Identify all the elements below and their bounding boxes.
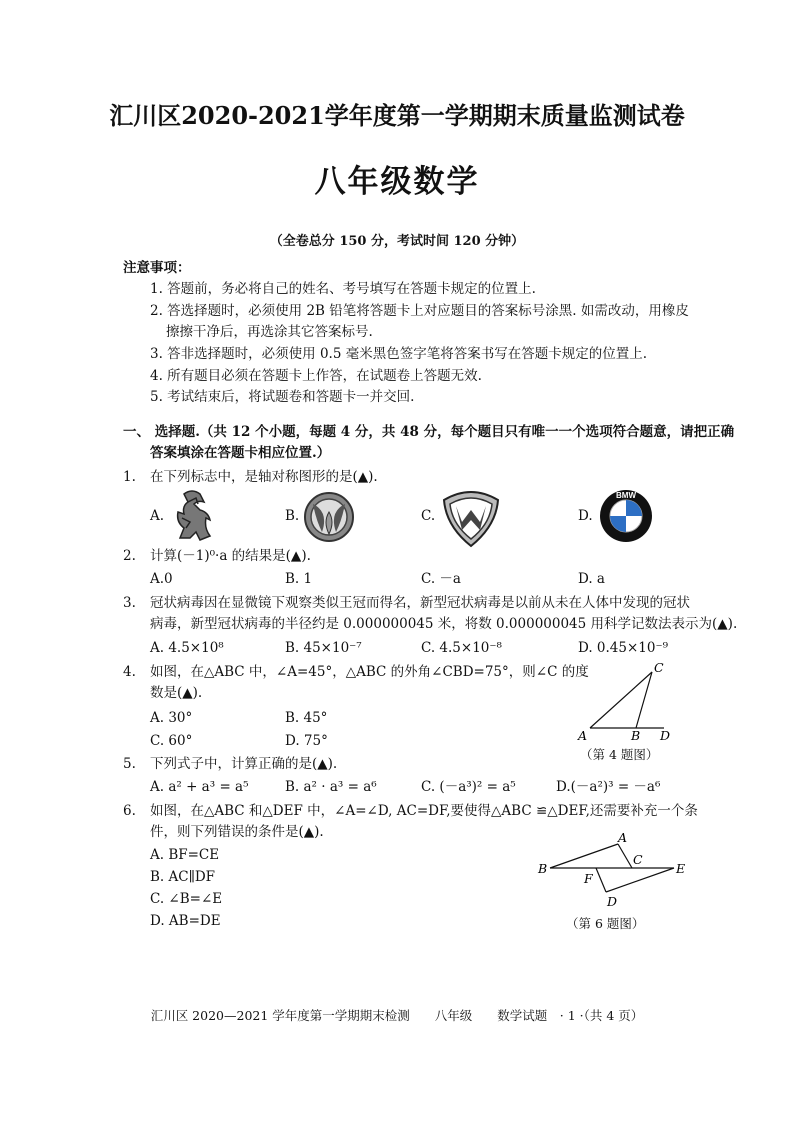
question-number: 1. [123,469,136,485]
page-footer: 汇川区 2020—2021 学年度第一学期期末检测 八年级 数学试题 · 1 ·（共 4 页） [150,1008,644,1023]
vertex-label: A [618,832,628,845]
question-stem: 冠状病毒因在显微镜下观察类似王冠而得名，新型冠状病毒是以前从未在人体中发现的冠状 [150,595,690,611]
vertex-label: F [584,871,593,886]
notice-item: 2. 答选择题时，必须使用 2B 铅笔将答题卡上对应题目的答案标号涂黑. 如需改动，用橡皮 [150,303,689,319]
option-label: C. [421,508,436,524]
vertex-label: D [607,894,618,909]
option: A. 4.5×10⁸ [150,640,224,656]
bmw-text: BMW [616,491,636,500]
option-label: B. [285,508,300,524]
question-number: 3. [123,595,136,611]
option: D.(－a²)³ = －a⁶ [556,779,661,795]
question-stem-cont: 数是(▲). [150,685,203,701]
lion-logo-icon [170,488,220,544]
question-number: 5. [123,756,136,772]
vertex-label: B [631,728,641,743]
option-label: D. [578,508,593,524]
option: B. 1 [285,571,313,587]
option: D. 0.45×10⁻⁹ [578,640,669,656]
figure-caption: （第 6 题图） [566,916,645,931]
notice-heading: 注意事项： [123,260,191,276]
question-stem: 如图，在△ABC 中，∠A=45°，△ABC 的外角∠CBD=75°，则∠C 的度 [150,664,589,680]
vertex-label: A [578,728,588,743]
dongfeng-logo-icon [302,490,356,544]
option: C. 4.5×10⁻⁸ [421,640,502,656]
option: C. ∠B=∠E [150,891,223,907]
notice-item: 4. 所有题目必须在答题卡上作答，在试题卷上答题无效. [150,368,482,384]
question-stem: 下列式子中，计算正确的是(▲). [150,756,338,772]
option: C. (－a³)² = a⁵ [421,779,516,795]
option-label: A. [150,508,165,524]
option: D. AB=DE [150,913,221,929]
option: C. 60° [150,733,193,749]
option: A. 30° [150,710,193,726]
maybach-logo-icon [440,486,502,548]
option: B. AC∥DF [150,869,216,885]
option: A. BF=CE [150,847,220,863]
exam-meta: （全卷总分 150 分，考试时间 120 分钟） [269,234,525,249]
vertex-label: D [660,728,671,743]
subject-title: 八年级数学 [314,164,480,200]
question-number: 2. [123,548,136,564]
vertex-label: E [676,861,686,876]
triangle-figure-q4 [572,660,682,745]
option: C. －a [421,571,461,587]
notice-item: 1. 答题前，务必将自己的姓名、考号填写在答题卡规定的位置上. [150,281,536,297]
triangles-figure-q6 [534,832,694,912]
notice-item: 擦擦干净后，再选涂其它答案标号. [166,324,373,340]
question-stem: 在下列标志中，是轴对称图形的是(▲). [150,469,378,485]
section-heading-cont: 答案填涂在答题卡相应位置.） [150,445,331,461]
vertex-label: B [538,861,548,876]
option: D. 75° [285,733,328,749]
vertex-label: C [654,660,664,675]
option: A. a² + a³ = a⁵ [150,779,249,795]
section-heading: 一、 选择题.（共 12 个小题，每题 4 分，共 48 分，每个题目只有唯一一个选项符合题意，请把正确 [123,424,735,440]
question-stem: 如图，在△ABC 和△DEF 中，∠A=∠D, AC=DF,要使得△ABC ≌△DEF,还需要补充一个条 [150,803,698,819]
question-stem: 计算(－1)⁰·a 的结果是(▲). [150,548,311,564]
figure-caption: （第 4 题图） [580,747,659,762]
question-number: 4. [123,664,136,680]
option: D. a [578,571,605,587]
option: B. a² · a³ = a⁶ [285,779,377,795]
notice-item: 3. 答非选择题时，必须使用 0.5 毫米黑色签字笔将答案书写在答题卡规定的位置上. [150,346,648,362]
notice-item: 5. 考试结束后，将试题卷和答题卡一并交回. [150,389,415,405]
option: B. 45° [285,710,328,726]
vertex-label: C [633,852,643,867]
bmw-logo-icon [598,488,654,544]
question-number: 6. [123,803,136,819]
question-stem-cont: 病毒，新型冠状病毒的半径约是 0.000000045 米，将数 0.000000045 用科学记数法表示为(▲). [150,616,738,632]
exam-title: 汇川区2020-2021学年度第一学期期末质量监测试卷 [109,101,685,130]
option: A.0 [150,571,173,587]
question-stem-cont: 件，则下列错误的条件是(▲). [150,824,324,840]
option: B. 45×10⁻⁷ [285,640,362,656]
